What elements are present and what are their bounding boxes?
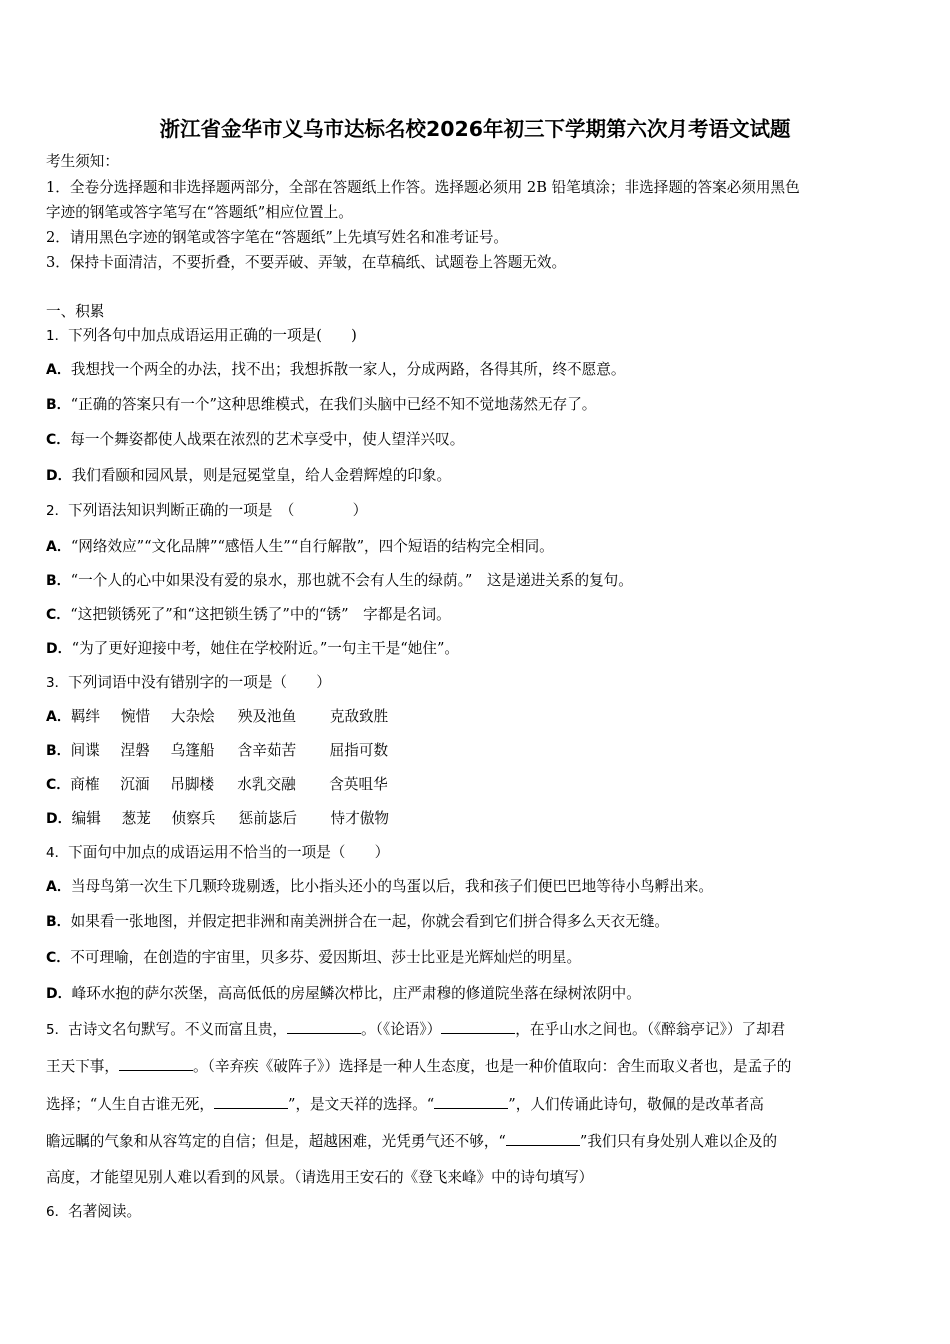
question-2-option-a — [46, 537, 554, 557]
option-word: 惋惜 — [120, 708, 151, 725]
question-number: 2． — [46, 503, 69, 519]
option-text: “为了更好迎接中考，她住在学校附近。”一句主干是“她住”。 — [71, 640, 460, 657]
option-word: 殃及池鱼 — [237, 708, 297, 725]
option-word: 水乳交融 — [237, 776, 296, 793]
option-text: 不可理喻，在创造的宇宙里，贝多芬、爱因斯坦、莎士比亚是光辉灿烂的明星。 — [70, 949, 582, 966]
question-text: 名著阅读。 — [68, 1203, 142, 1220]
option-text: 我们看颐和园风景，则是冠冕堂皇，给人金碧辉煌的印象。 — [71, 467, 452, 484]
option-label: B． — [46, 397, 71, 413]
question-number: 6． — [46, 1204, 69, 1220]
question-2-option-b — [46, 571, 633, 591]
option-word: 羁绊 — [70, 708, 101, 725]
question-text: 瞻远瞩的气象和从容笃定的自信；但是，超越困难，光凭勇气还不够，“ — [46, 1133, 506, 1150]
option-text: “网络效应”“文化品牌”“感悟人生”“自行解散”，四个短语的结构完全相同。 — [70, 538, 554, 555]
notice-heading: 考生须知： — [46, 153, 119, 170]
question-1-option-a — [46, 360, 625, 380]
answer-blank[interactable] — [119, 1056, 193, 1071]
question-2-option-d — [46, 639, 459, 659]
option-label: C． — [46, 777, 71, 793]
option-word: 商榷 — [70, 776, 100, 793]
option-text: 峰环水抱的萨尔茨堡，高高低低的房屋鳞次栉比，庄严肃穆的修道院坐落在绿树浓阴中。 — [71, 985, 641, 1002]
option-word: 涅磐 — [120, 742, 150, 759]
option-text: 每一个舞姿都使人战栗在浓烈的艺术享受中，使人望洋兴叹。 — [70, 431, 465, 448]
option-word: 乌篷船 — [170, 742, 215, 759]
question-text: 下列各句中加点成语运用正确的一项是( ) — [68, 327, 357, 344]
option-word: 屈指可数 — [329, 742, 389, 759]
question-text: ”，是文天祥的选择。“ — [288, 1096, 435, 1113]
option-text: 当母鸟第一次生下几颗玲珑剔透，比小指头还小的鸟蛋以后，我和孩子们便巴巴地等待小鸟孵出来。 — [70, 878, 713, 895]
question-text: 王天下事， — [46, 1058, 119, 1075]
question-text: 。（辛弃疾《破阵子》）选择是一种人生态度，也是一种价值取向：舍生而取义者也，是孟子的 — [192, 1058, 792, 1075]
question-text: 下列语法知识判断正确的一项是 （ ） — [68, 502, 368, 519]
question-1-option-c — [46, 430, 464, 450]
option-label: A． — [46, 709, 71, 725]
option-word: 含英咀华 — [329, 776, 388, 793]
question-number: 5． — [46, 1022, 69, 1038]
option-word: 克敌致胜 — [329, 708, 389, 725]
option-label: C． — [46, 607, 71, 623]
option-word: 葱茏 — [121, 810, 151, 827]
question-5-line-3 — [46, 1094, 764, 1115]
option-word: 恃才傲物 — [330, 810, 390, 827]
answer-blank[interactable] — [434, 1094, 508, 1109]
option-word: 吊脚楼 — [170, 776, 215, 793]
option-label: C． — [46, 950, 71, 966]
question-5-line-4 — [46, 1131, 777, 1152]
question-text: 古诗文名句默写。不义而富且贵， — [68, 1021, 288, 1038]
question-1-stem — [46, 326, 357, 346]
option-label: A． — [46, 539, 71, 555]
question-number: 3． — [46, 675, 69, 691]
option-word: 含辛茹苦 — [237, 742, 297, 759]
answer-blank[interactable] — [214, 1094, 288, 1109]
question-text: ”，人们传诵此诗句，敬佩的是改革者高 — [508, 1096, 764, 1113]
question-3-stem — [46, 673, 331, 693]
option-word: 惩前毖后 — [238, 810, 298, 827]
question-2-option-c — [46, 605, 451, 625]
option-text: “一个人的心中如果没有爱的泉水，那也就不会有人生的绿荫。” 这是递进关系的复句。 — [70, 572, 633, 589]
option-label: B． — [46, 573, 71, 589]
option-word: 侦察兵 — [171, 810, 216, 827]
question-text: 。（《论语》） — [361, 1021, 442, 1038]
option-text: “这把锁锈死了”和“这把锁生锈了”中的“锈” 字都是名词。 — [70, 606, 451, 623]
question-6-stem — [46, 1202, 141, 1222]
option-word: 编辑 — [71, 810, 101, 827]
question-2-stem — [46, 501, 367, 521]
answer-blank[interactable] — [441, 1019, 515, 1034]
question-3-option-c — [46, 775, 388, 795]
question-text: 下列词语中没有错别字的一项是（ ） — [68, 674, 331, 691]
question-1-option-b — [46, 395, 596, 415]
option-label: D． — [46, 468, 72, 484]
option-label: D． — [46, 811, 72, 827]
option-label: B． — [46, 914, 71, 930]
option-text: “正确的答案只有一个”这种思维模式，在我们头脑中已经不知不觉地荡然无存了。 — [70, 396, 597, 413]
question-3-option-a — [46, 707, 388, 727]
option-word: 间谍 — [70, 742, 100, 759]
question-3-option-d — [46, 809, 389, 829]
notice-item-2: 2．请用黑色字迹的钢笔或答字笔在“答题纸”上先填写姓名和准考证号。 — [46, 229, 509, 246]
notice-item-1-cont: 字迹的钢笔或答字笔写在“答题纸”相应位置上。 — [46, 204, 353, 221]
option-word: 大杂烩 — [170, 708, 215, 725]
question-4-option-a — [46, 877, 713, 897]
option-label: A． — [46, 362, 71, 378]
option-label: C． — [46, 432, 71, 448]
question-number: 4． — [46, 845, 69, 861]
question-5-line-5: 高度，才能望见别人难以看到的风景。（请选用王安石的《登飞来峰》中的诗句填写） — [46, 1169, 594, 1186]
option-label: D． — [46, 641, 72, 657]
question-4-option-c — [46, 948, 581, 968]
question-4-option-d — [46, 984, 641, 1004]
page-title: 浙江省金华市义乌市达标名校2026年初三下学期第六次月考语文试题 — [159, 117, 791, 141]
question-4-option-b — [46, 912, 669, 932]
section-heading: 一、积累 — [46, 303, 105, 320]
notice-item-1: 1．全卷分选择题和非选择题两部分，全部在答题纸上作答。选择题必须用 2B 铅笔填涂；非选择题的答案必须用黑色 — [46, 179, 800, 196]
question-text: ”我们只有身处别人难以企及的 — [579, 1133, 778, 1150]
option-label: B． — [46, 743, 71, 759]
notice-item-3: 3．保持卡面清洁，不要折叠，不要弄破、弄皱，在草稿纸、试题卷上答题无效。 — [46, 254, 567, 271]
option-label: D． — [46, 986, 72, 1002]
question-1-option-d — [46, 466, 451, 486]
question-3-option-b — [46, 741, 388, 761]
option-text: 我想找一个两全的办法，找不出；我想拆散一家人，分成两路，各得其所，终不愿意。 — [70, 361, 626, 378]
question-text: 选择；“人生自古谁无死， — [46, 1096, 214, 1113]
question-5-line-1 — [46, 1019, 785, 1040]
question-5-line-2 — [46, 1056, 791, 1077]
answer-blank[interactable] — [506, 1131, 580, 1146]
question-text: 下面句中加点的成语运用不恰当的一项是（ ） — [68, 844, 390, 861]
answer-blank[interactable] — [287, 1019, 361, 1034]
option-word: 沉湎 — [120, 776, 150, 793]
option-label: A． — [46, 879, 71, 895]
question-4-stem — [46, 843, 389, 863]
question-number: 1． — [46, 328, 69, 344]
question-text: ，在乎山水之间也。（《醉翁亭记》）了却君 — [515, 1021, 786, 1038]
option-text: 如果看一张地图，并假定把非洲和南美洲拼合在一起，你就会看到它们拼合得多么天衣无缝。 — [70, 913, 670, 930]
